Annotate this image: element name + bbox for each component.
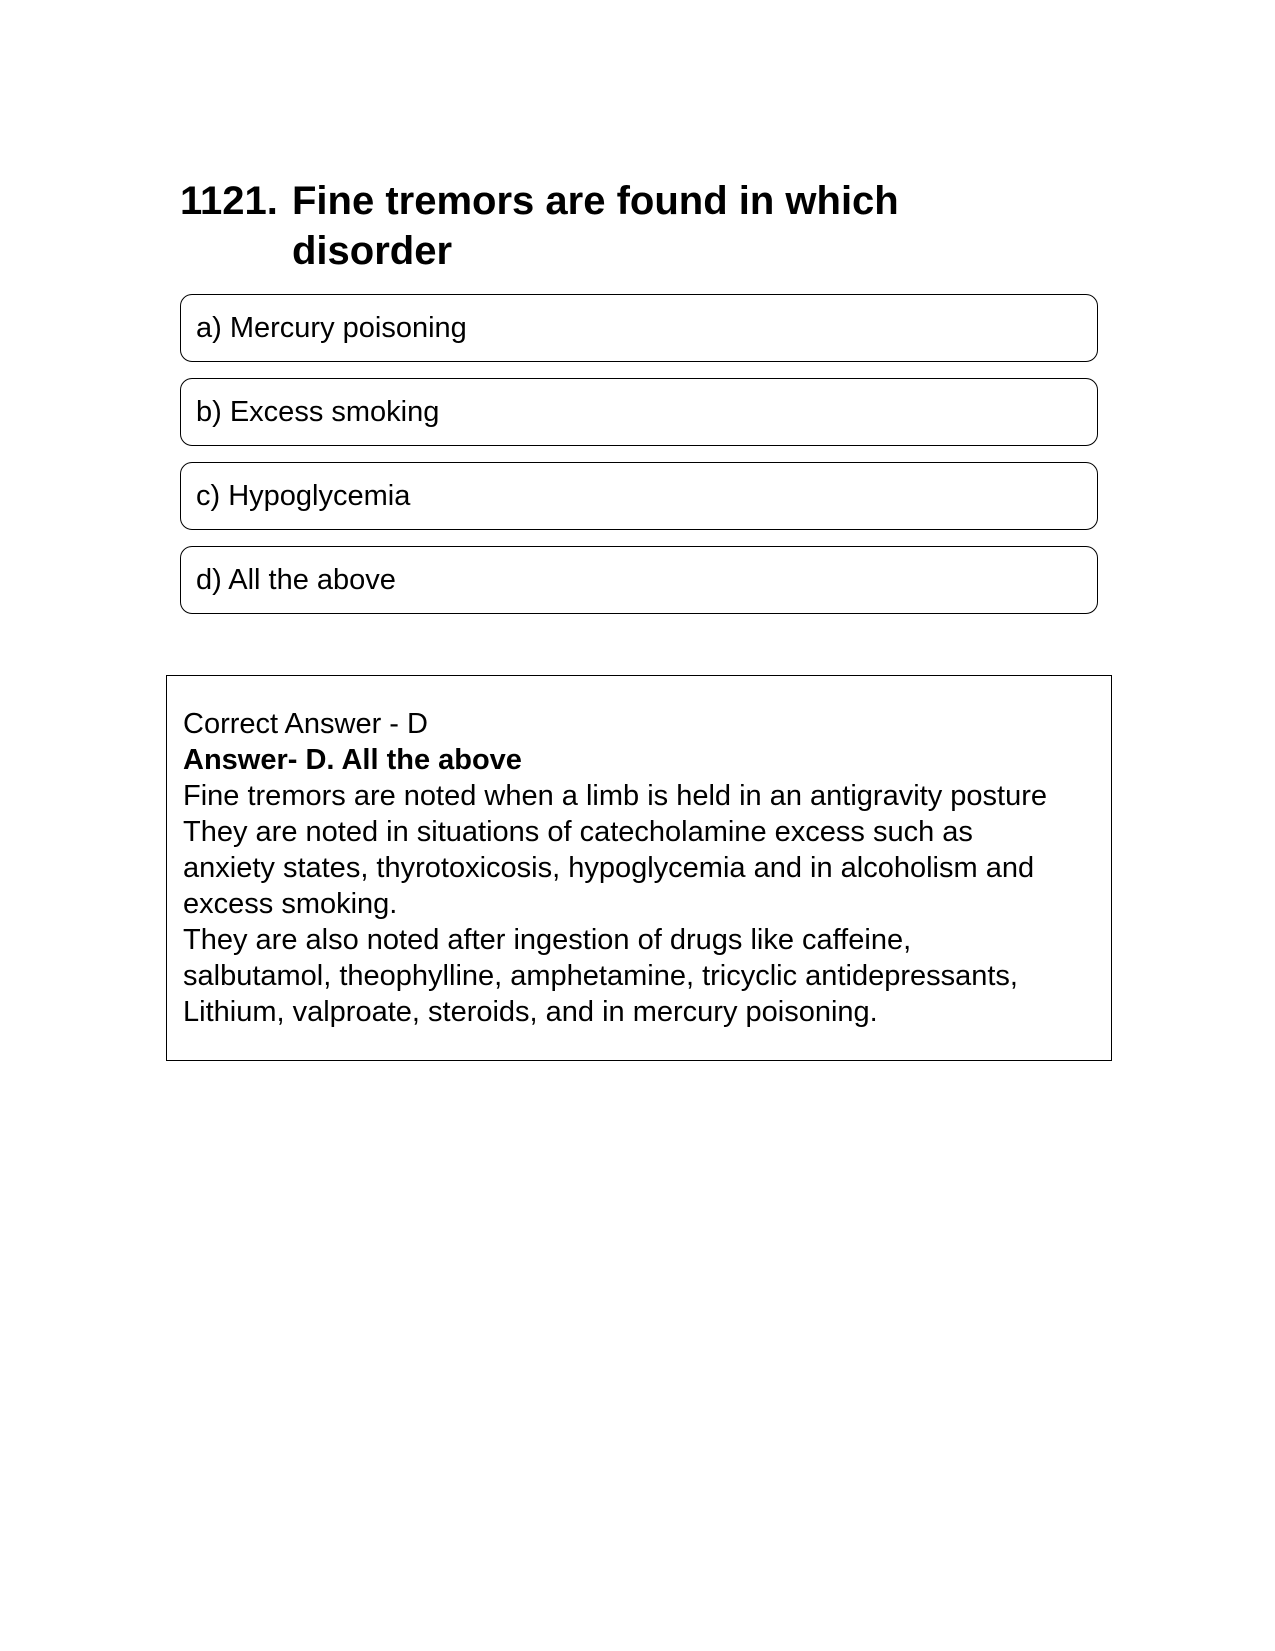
question-text: Fine tremors are found in which disorder (292, 179, 899, 273)
correct-answer-text: Correct Answer - D (183, 708, 428, 740)
answer-explanation-box (166, 675, 1112, 1061)
explanation-line: Lithium, valproate, steroids, and in mercury poisoning. (183, 996, 878, 1028)
question-number: 1121. (180, 179, 278, 223)
answer-heading: Answer- D. All the above (183, 744, 522, 776)
option-d[interactable]: d) All the above (180, 546, 1098, 614)
option-c[interactable]: c) Hypoglycemia (180, 462, 1098, 530)
explanation-line: They are noted in situations of catecholamine excess such as (183, 816, 973, 848)
options-list (180, 294, 1098, 630)
question-heading (180, 176, 1060, 276)
explanation-line: salbutamol, theophylline, amphetamine, tricyclic antidepressants, (183, 960, 1018, 992)
explanation-line: They are also noted after ingestion of drugs like caffeine, (183, 924, 912, 956)
option-b[interactable]: b) Excess smoking (180, 378, 1098, 446)
option-a[interactable]: a) Mercury poisoning (180, 294, 1098, 362)
explanation-line: excess smoking. (183, 888, 398, 920)
explanation-line: anxiety states, thyrotoxicosis, hypoglycemia and in alcoholism and (183, 852, 1035, 884)
explanation-line: Fine tremors are noted when a limb is held in an antigravity posture (183, 780, 1047, 812)
